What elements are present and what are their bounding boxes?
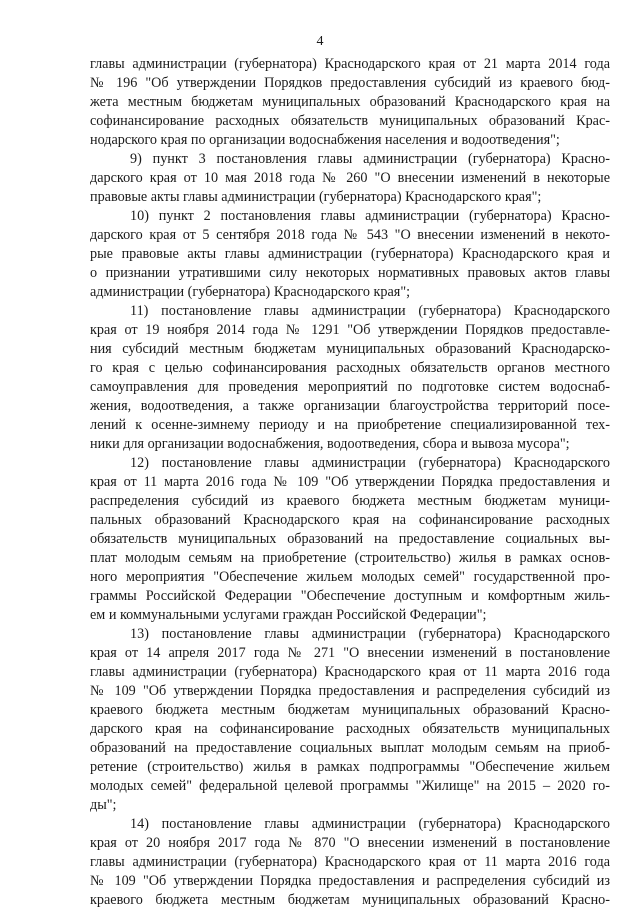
paragraph-item-9: [90, 150, 610, 207]
text-line: пальных образований Краснодарского края на софинансирование расходных: [90, 512, 610, 528]
text-line: дарского края на софинансирование расходных обязательств муниципальных: [90, 721, 610, 737]
paragraph-item-11: [90, 302, 610, 454]
text-line: жения, водоотведения, а также организации благоустройства территорий посе-: [90, 398, 610, 414]
text-line: краевого бюджета местным бюджетам муниципальных образований Красно-: [90, 702, 610, 718]
text-line: ния субсидий местным бюджетам муниципальных образований Краснодарско-: [90, 341, 610, 357]
text-line: правовые акты главы администрации (губернатора) Краснодарского края";: [90, 189, 542, 205]
text-line: нодарского края по организации водоснабжения населения и водоотведения";: [90, 132, 560, 148]
text-line: главы администрации (губернатора) Краснодарского края от 21 марта 2014 года: [90, 56, 610, 72]
text-line: ем и коммунальными услугами граждан Российской Федерации";: [90, 607, 487, 623]
text-line: 12) постановление главы администрации (губернатора) Краснодарского: [130, 455, 610, 471]
text-line: 13) постановление главы администрации (губернатора) Краснодарского: [130, 626, 610, 642]
text-line: дарского края от 5 сентября 2018 года № 543 "О внесении изменений в некото-: [90, 227, 610, 243]
text-line: обязательств муниципальных образований на предоставление социальных вы-: [90, 531, 610, 547]
text-line: края от 20 ноября 2017 года № 870 "О внесении изменений в постановление: [90, 835, 610, 851]
text-line: жета местным бюджетам муниципальных образований Краснодарского края на: [90, 94, 610, 110]
text-line: № 196 "Об утверждении Порядков предоставления субсидий из краевого бюд-: [90, 75, 610, 91]
text-line: граммы Российской Федерации "Обеспечение доступным и комфортным жиль-: [90, 588, 610, 604]
text-line: о признании утратившими силу некоторых нормативных правовых актов главы: [90, 265, 610, 281]
text-line: главы администрации (губернатора) Краснодарского края от 11 марта 2016 года: [90, 664, 610, 680]
text-line: ды";: [90, 797, 117, 813]
text-line: 9) пункт 3 постановления главы администрации (губернатора) Красно-: [130, 151, 610, 167]
text-line: края от 19 ноября 2014 года № 1291 "Об утверждении Порядков предоставле-: [90, 322, 610, 338]
paragraph-item-14: [90, 815, 610, 910]
text-line: самоуправления для проведения мероприятий по подготовке систем водоснаб-: [90, 379, 610, 395]
text-line: 14) постановление главы администрации (губернатора) Краснодарского: [130, 816, 610, 832]
paragraph-item-13: [90, 625, 610, 815]
text-line: дарского края от 10 мая 2018 года № 260 "О внесении изменений в некоторые: [90, 170, 610, 186]
paragraph-8-continuation: [90, 55, 610, 150]
document-body: [90, 55, 610, 910]
text-line: ного мероприятия "Обеспечение жильем молодых семей" государственной про-: [90, 569, 610, 585]
paragraph-item-12: [90, 454, 610, 625]
text-line: рые правовые акты главы администрации (губернатора) Краснодарского края и: [90, 246, 610, 262]
text-line: 10) пункт 2 постановления главы администрации (губернатора) Красно-: [130, 208, 610, 224]
text-line: распределения субсидий из краевого бюджета местным бюджетам муници-: [90, 493, 610, 509]
text-line: края от 14 апреля 2017 года № 271 "О внесении изменений в постановление: [90, 645, 610, 661]
text-line: лений к осенне-зимнему периоду и на приобретение специализированной тех-: [90, 417, 610, 433]
text-line: софинансирование расходных обязательств муниципальных образований Крас-: [90, 113, 610, 129]
text-line: края от 11 марта 2016 года № 109 "Об утверждении Порядка предоставления и: [90, 474, 610, 490]
text-line: № 109 "Об утверждении Порядка предоставления и распределения субсидий из: [90, 683, 610, 699]
text-line: образований на предоставление социальных выплат молодым семьям на приоб-: [90, 740, 610, 756]
text-line: главы администрации (губернатора) Краснодарского края от 11 марта 2016 года: [90, 854, 610, 870]
text-line: краевого бюджета местным бюджетам муниципальных образований Красно-: [90, 892, 610, 908]
text-line: ретение (строительство) жилья в рамках подпрограммы "Обеспечение жильем: [90, 759, 610, 775]
text-line: ники для организации водоснабжения, водоотведения, сбора и вывоза мусора";: [90, 436, 570, 452]
text-line: № 109 "Об утверждении Порядка предоставления и распределения субсидий из: [90, 873, 610, 889]
page-number: 4: [316, 34, 324, 49]
text-line: 11) постановление главы администрации (губернатора) Краснодарского: [130, 303, 610, 319]
text-line: молодых семей" федеральной целевой программы "Жилище" на 2015 – 2020 го-: [90, 778, 610, 794]
text-line: го края с целью софинансирования расходных обязательств органов местного: [90, 360, 610, 376]
text-line: администрации (губернатора) Краснодарского края";: [90, 284, 411, 300]
paragraph-item-10: [90, 207, 610, 302]
text-line: плат молодым семьям на приобретение (строительство) жилья в рамках основ-: [90, 550, 610, 566]
